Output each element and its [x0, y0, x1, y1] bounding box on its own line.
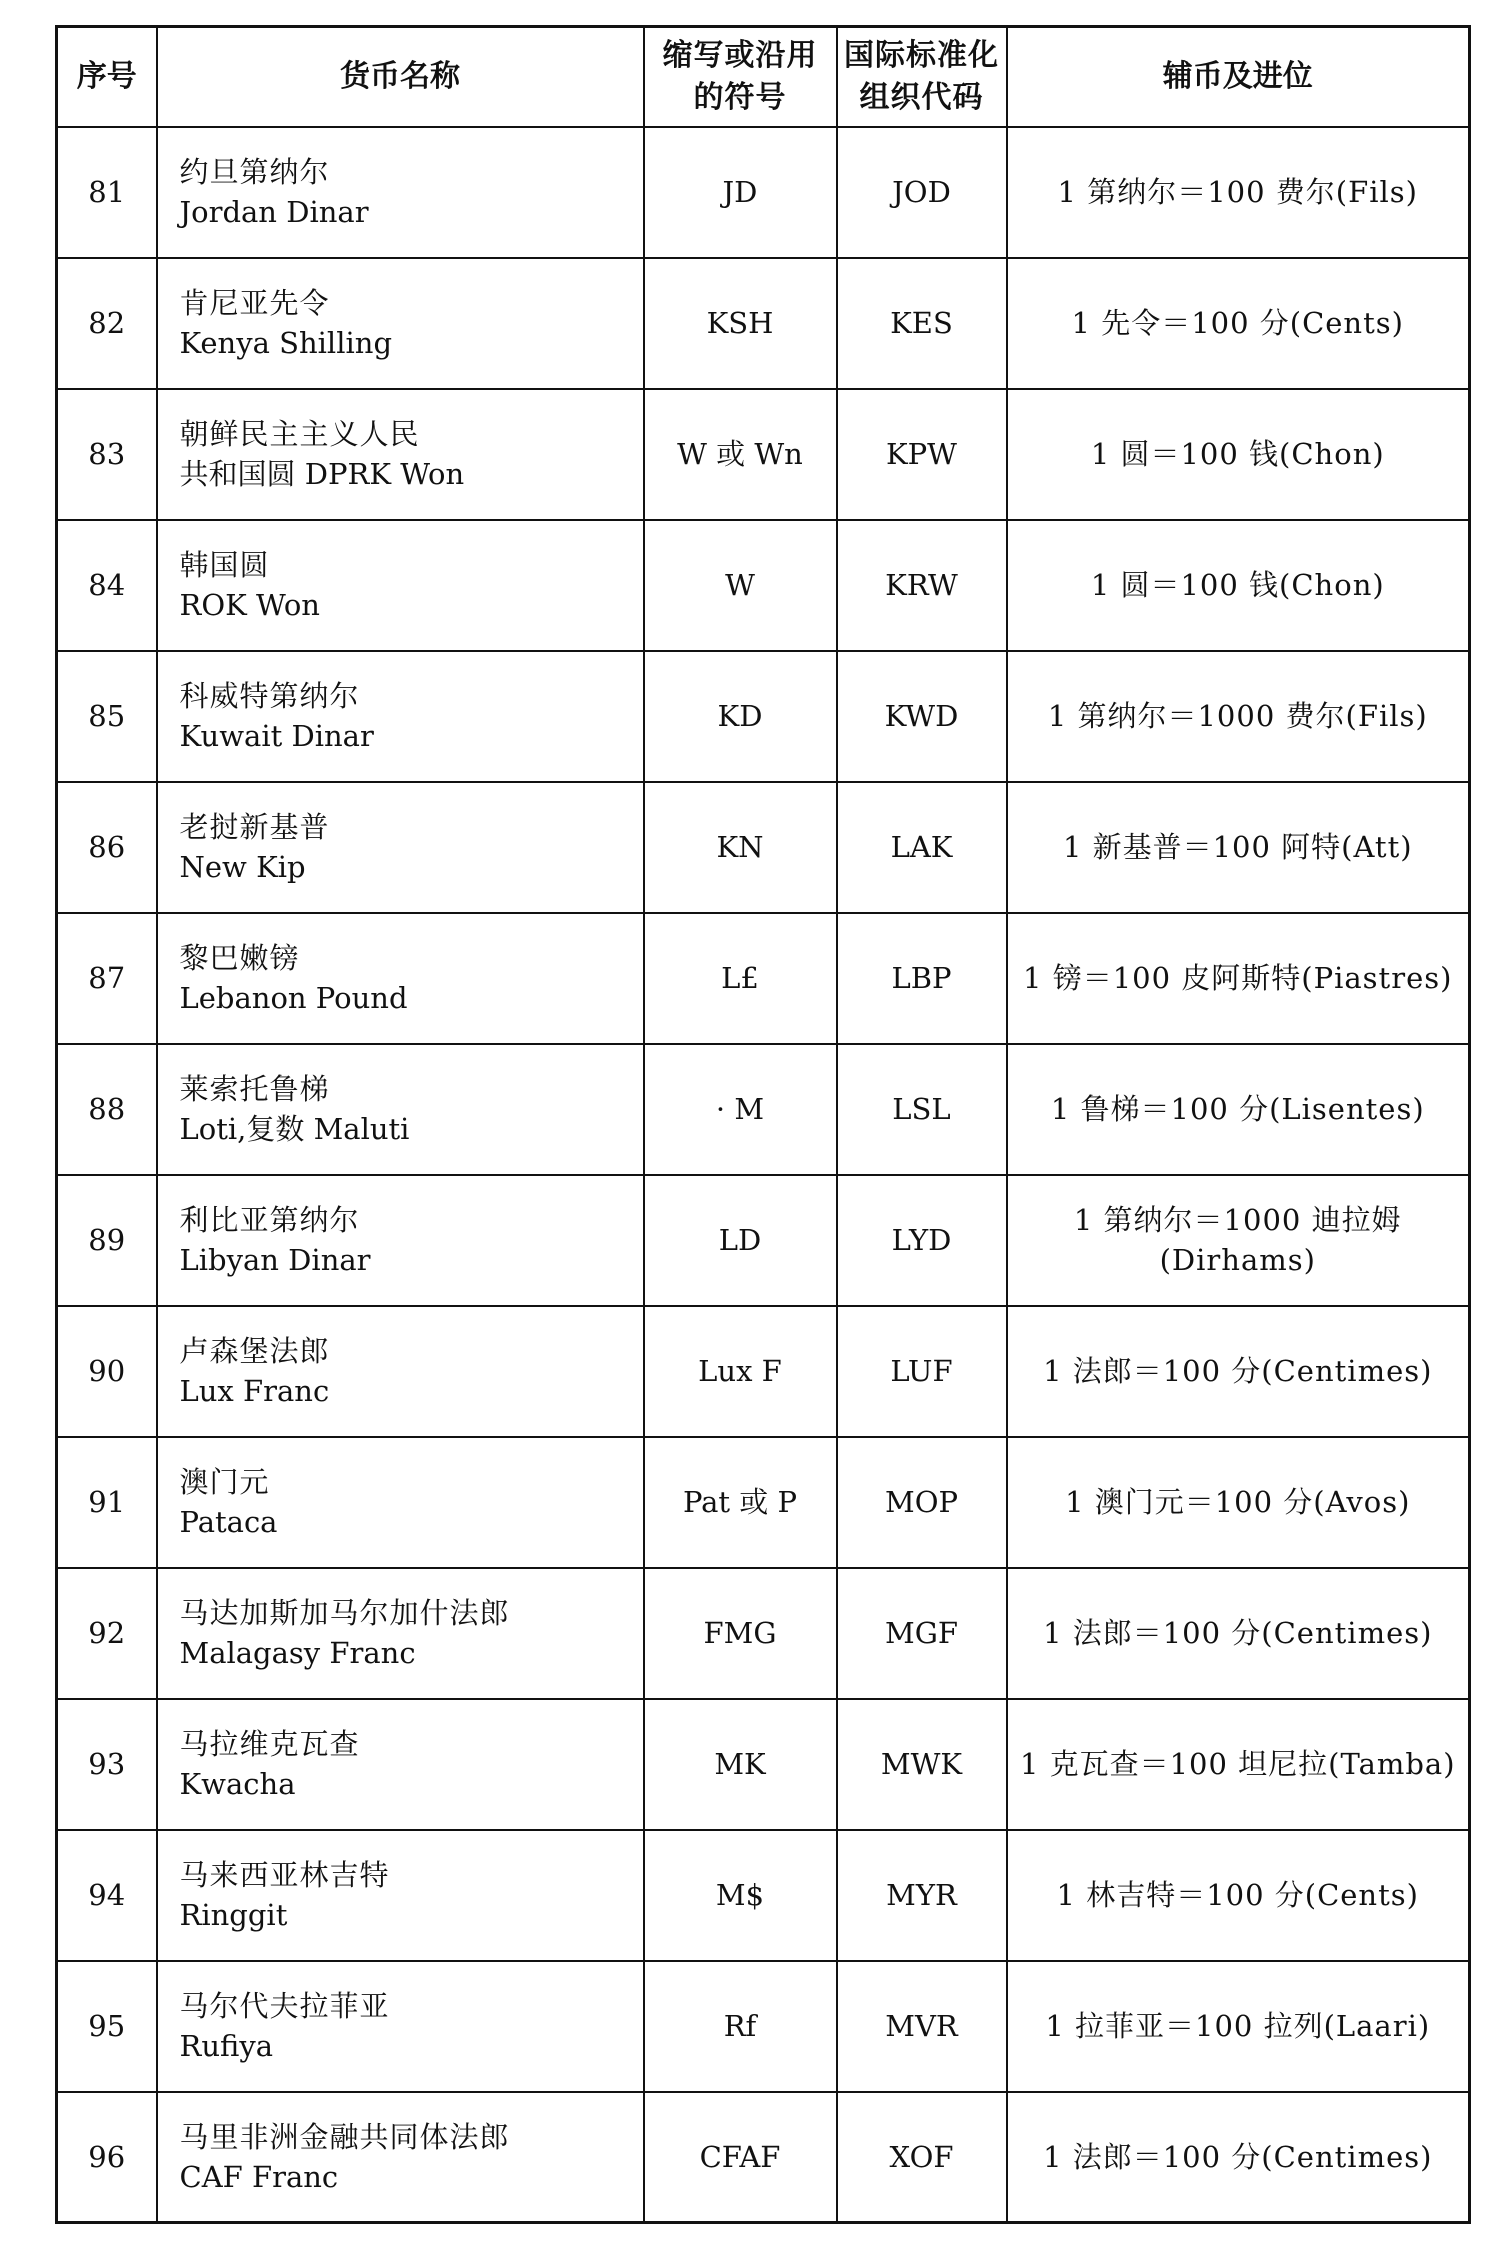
cell-no: 82	[57, 258, 157, 389]
cell-iso-code: LSL	[837, 1044, 1007, 1175]
currency-name-zh: 科威特第纳尔	[179, 678, 360, 713]
cell-name	[157, 520, 644, 651]
cell-name	[157, 1961, 644, 2092]
cell-name	[157, 258, 644, 389]
cell-subunit	[1007, 389, 1470, 520]
cell-name	[157, 1568, 644, 1699]
currency-name-en: Pataca	[179, 1505, 278, 1539]
header-symbol	[644, 27, 837, 127]
cell-subunit	[1007, 1044, 1470, 1175]
cell-subunit	[1007, 782, 1470, 913]
currency-name-en: Ringgit	[179, 1898, 288, 1932]
cell-iso-code: KES	[837, 258, 1007, 389]
cell-name	[157, 1306, 644, 1437]
currency-name-en: Rufiya	[179, 2029, 274, 2063]
table-row	[57, 913, 1470, 1044]
cell-no: 95	[57, 1961, 157, 2092]
header-no: 序号	[57, 27, 157, 127]
subunit-line1: 1 圆＝100 钱(Chon)	[1090, 436, 1385, 471]
table-row	[57, 651, 1470, 782]
cell-iso-code: LBP	[837, 913, 1007, 1044]
cell-iso-code: KRW	[837, 520, 1007, 651]
currency-name-en: 共和国圆 DPRK Won	[179, 457, 465, 491]
cell-subunit	[1007, 913, 1470, 1044]
cell-no: 94	[57, 1830, 157, 1961]
currency-name-zh: 肯尼亚先令	[179, 285, 330, 320]
cell-iso-code: JOD	[837, 127, 1007, 258]
cell-no: 91	[57, 1437, 157, 1568]
cell-symbol: CFAF	[644, 2092, 837, 2223]
subunit-line2: (Dirhams)	[1159, 1243, 1316, 1277]
cell-name	[157, 1044, 644, 1175]
cell-subunit	[1007, 1830, 1470, 1961]
cell-symbol: W 或 Wn	[644, 389, 837, 520]
cell-iso-code: LYD	[837, 1175, 1007, 1306]
table-row	[57, 1961, 1470, 2092]
cell-symbol: KSH	[644, 258, 837, 389]
currency-name-zh: 马尔代夫拉菲亚	[179, 1988, 390, 2023]
subunit-line1: 1 法郎＝100 分(Centimes)	[1043, 2139, 1433, 2174]
subunit-line1: 1 第纳尔＝1000 迪拉姆	[1073, 1202, 1402, 1237]
cell-symbol: LD	[644, 1175, 837, 1306]
cell-iso-code: MYR	[837, 1830, 1007, 1961]
cell-name	[157, 782, 644, 913]
cell-subunit	[1007, 2092, 1470, 2223]
currency-name-zh: 马里非洲金融共同体法郎	[179, 2119, 510, 2154]
table-row	[57, 1830, 1470, 1961]
table-row	[57, 389, 1470, 520]
cell-no: 86	[57, 782, 157, 913]
table-row	[57, 2092, 1470, 2223]
cell-no: 81	[57, 127, 157, 258]
cell-no: 93	[57, 1699, 157, 1830]
table-body	[57, 127, 1470, 2223]
subunit-line1: 1 澳门元＝100 分(Avos)	[1065, 1484, 1411, 1519]
currency-name-zh: 莱索托鲁梯	[179, 1071, 330, 1106]
subunit-line1: 1 圆＝100 钱(Chon)	[1090, 567, 1385, 602]
cell-name	[157, 389, 644, 520]
header-name: 货币名称	[157, 27, 644, 127]
header-symbol-line1: 缩写或沿用	[662, 38, 818, 74]
subunit-line1: 1 第纳尔＝100 费尔(Fils)	[1057, 174, 1418, 209]
header-iso	[837, 27, 1007, 127]
currency-name-zh: 约旦第纳尔	[179, 154, 330, 189]
cell-subunit	[1007, 1437, 1470, 1568]
cell-iso-code: LAK	[837, 782, 1007, 913]
subunit-line1: 1 拉菲亚＝100 拉列(Laari)	[1045, 2008, 1431, 2043]
table-row	[57, 782, 1470, 913]
table-row	[57, 1306, 1470, 1437]
subunit-line1: 1 先令＝100 分(Cents)	[1071, 305, 1404, 340]
currency-name-en: Kwacha	[179, 1767, 296, 1801]
currency-name-zh: 卢森堡法郎	[179, 1333, 330, 1368]
subunit-line1: 1 新基普＝100 阿特(Att)	[1062, 829, 1413, 864]
cell-iso-code: MGF	[837, 1568, 1007, 1699]
cell-symbol: JD	[644, 127, 837, 258]
cell-no: 87	[57, 913, 157, 1044]
cell-name	[157, 1175, 644, 1306]
cell-subunit	[1007, 651, 1470, 782]
currency-name-en: Loti,复数 Maluti	[179, 1112, 410, 1146]
cell-name	[157, 1437, 644, 1568]
cell-no: 85	[57, 651, 157, 782]
currency-table	[55, 25, 1471, 2224]
header-iso-line1: 国际标准化	[844, 38, 999, 74]
table-row	[57, 1175, 1470, 1306]
currency-name-zh: 老挝新基普	[179, 809, 330, 844]
table-row	[57, 520, 1470, 651]
currency-name-en: Kuwait Dinar	[179, 719, 374, 753]
table-row	[57, 258, 1470, 389]
cell-subunit	[1007, 258, 1470, 389]
currency-name-en: Malagasy Franc	[179, 1636, 416, 1670]
table-header-row	[57, 27, 1470, 127]
cell-symbol: Rf	[644, 1961, 837, 2092]
cell-subunit	[1007, 1306, 1470, 1437]
subunit-line1: 1 鲁梯＝100 分(Lisentes)	[1050, 1091, 1425, 1126]
cell-symbol: L£	[644, 913, 837, 1044]
currency-name-en: ROK Won	[179, 588, 320, 622]
cell-symbol: KN	[644, 782, 837, 913]
header-symbol-line2: 的符号	[693, 79, 787, 115]
currency-name-zh: 马拉维克瓦查	[179, 1726, 360, 1761]
table-row	[57, 127, 1470, 258]
subunit-line1: 1 法郎＝100 分(Centimes)	[1043, 1615, 1433, 1650]
table-row	[57, 1044, 1470, 1175]
cell-name	[157, 651, 644, 782]
currency-name-en: New Kip	[179, 850, 306, 884]
cell-symbol: Lux F	[644, 1306, 837, 1437]
currency-name-en: Lux Franc	[179, 1374, 330, 1408]
cell-name	[157, 913, 644, 1044]
currency-name-en: Libyan Dinar	[179, 1243, 371, 1277]
cell-iso-code: MOP	[837, 1437, 1007, 1568]
currency-name-zh: 朝鲜民主主义人民	[179, 416, 420, 451]
subunit-line1: 1 林吉特＝100 分(Cents)	[1056, 1877, 1419, 1912]
currency-name-zh: 韩国圆	[179, 547, 270, 582]
currency-name-zh: 马来西亚林吉特	[179, 1857, 390, 1892]
cell-no: 90	[57, 1306, 157, 1437]
cell-no: 96	[57, 2092, 157, 2223]
currency-name-en: Jordan Dinar	[179, 195, 369, 229]
cell-symbol: KD	[644, 651, 837, 782]
header-subunit: 辅币及进位	[1007, 27, 1470, 127]
cell-subunit	[1007, 127, 1470, 258]
cell-no: 89	[57, 1175, 157, 1306]
cell-symbol: W	[644, 520, 837, 651]
cell-name	[157, 1830, 644, 1961]
table-row	[57, 1437, 1470, 1568]
subunit-line1: 1 法郎＝100 分(Centimes)	[1043, 1353, 1433, 1388]
cell-iso-code: KWD	[837, 651, 1007, 782]
currency-name-zh: 利比亚第纳尔	[179, 1202, 360, 1237]
cell-iso-code: KPW	[837, 389, 1007, 520]
cell-symbol: Pat 或 P	[644, 1437, 837, 1568]
currency-name-en: Lebanon Pound	[179, 981, 408, 1015]
cell-name	[157, 1699, 644, 1830]
cell-no: 84	[57, 520, 157, 651]
cell-symbol: · M	[644, 1044, 837, 1175]
cell-iso-code: LUF	[837, 1306, 1007, 1437]
cell-name	[157, 127, 644, 258]
cell-no: 88	[57, 1044, 157, 1175]
currency-name-zh: 马达加斯加马尔加什法郎	[179, 1595, 510, 1630]
cell-symbol: FMG	[644, 1568, 837, 1699]
header-iso-line2: 组织代码	[859, 79, 984, 115]
currency-name-en: Kenya Shilling	[179, 326, 393, 360]
cell-iso-code: XOF	[837, 2092, 1007, 2223]
cell-subunit	[1007, 1568, 1470, 1699]
subunit-line1: 1 克瓦查＝100 坦尼拉(Tamba)	[1019, 1746, 1456, 1781]
currency-name-zh: 黎巴嫩镑	[179, 940, 300, 975]
table-row	[57, 1699, 1470, 1830]
subunit-line1: 1 镑＝100 皮阿斯特(Piastres)	[1023, 960, 1453, 995]
cell-subunit	[1007, 520, 1470, 651]
cell-subunit	[1007, 1699, 1470, 1830]
cell-symbol: MK	[644, 1699, 837, 1830]
cell-no: 92	[57, 1568, 157, 1699]
currency-name-en: CAF Franc	[179, 2159, 339, 2194]
currency-name-zh: 澳门元	[179, 1464, 270, 1499]
cell-iso-code: MWK	[837, 1699, 1007, 1830]
table-row	[57, 1568, 1470, 1699]
subunit-line1: 1 第纳尔＝1000 费尔(Fils)	[1047, 698, 1428, 733]
cell-name	[157, 2092, 644, 2223]
cell-subunit	[1007, 1175, 1470, 1306]
cell-no: 83	[57, 389, 157, 520]
cell-subunit	[1007, 1961, 1470, 2092]
cell-iso-code: MVR	[837, 1961, 1007, 2092]
cell-symbol: M$	[644, 1830, 837, 1961]
